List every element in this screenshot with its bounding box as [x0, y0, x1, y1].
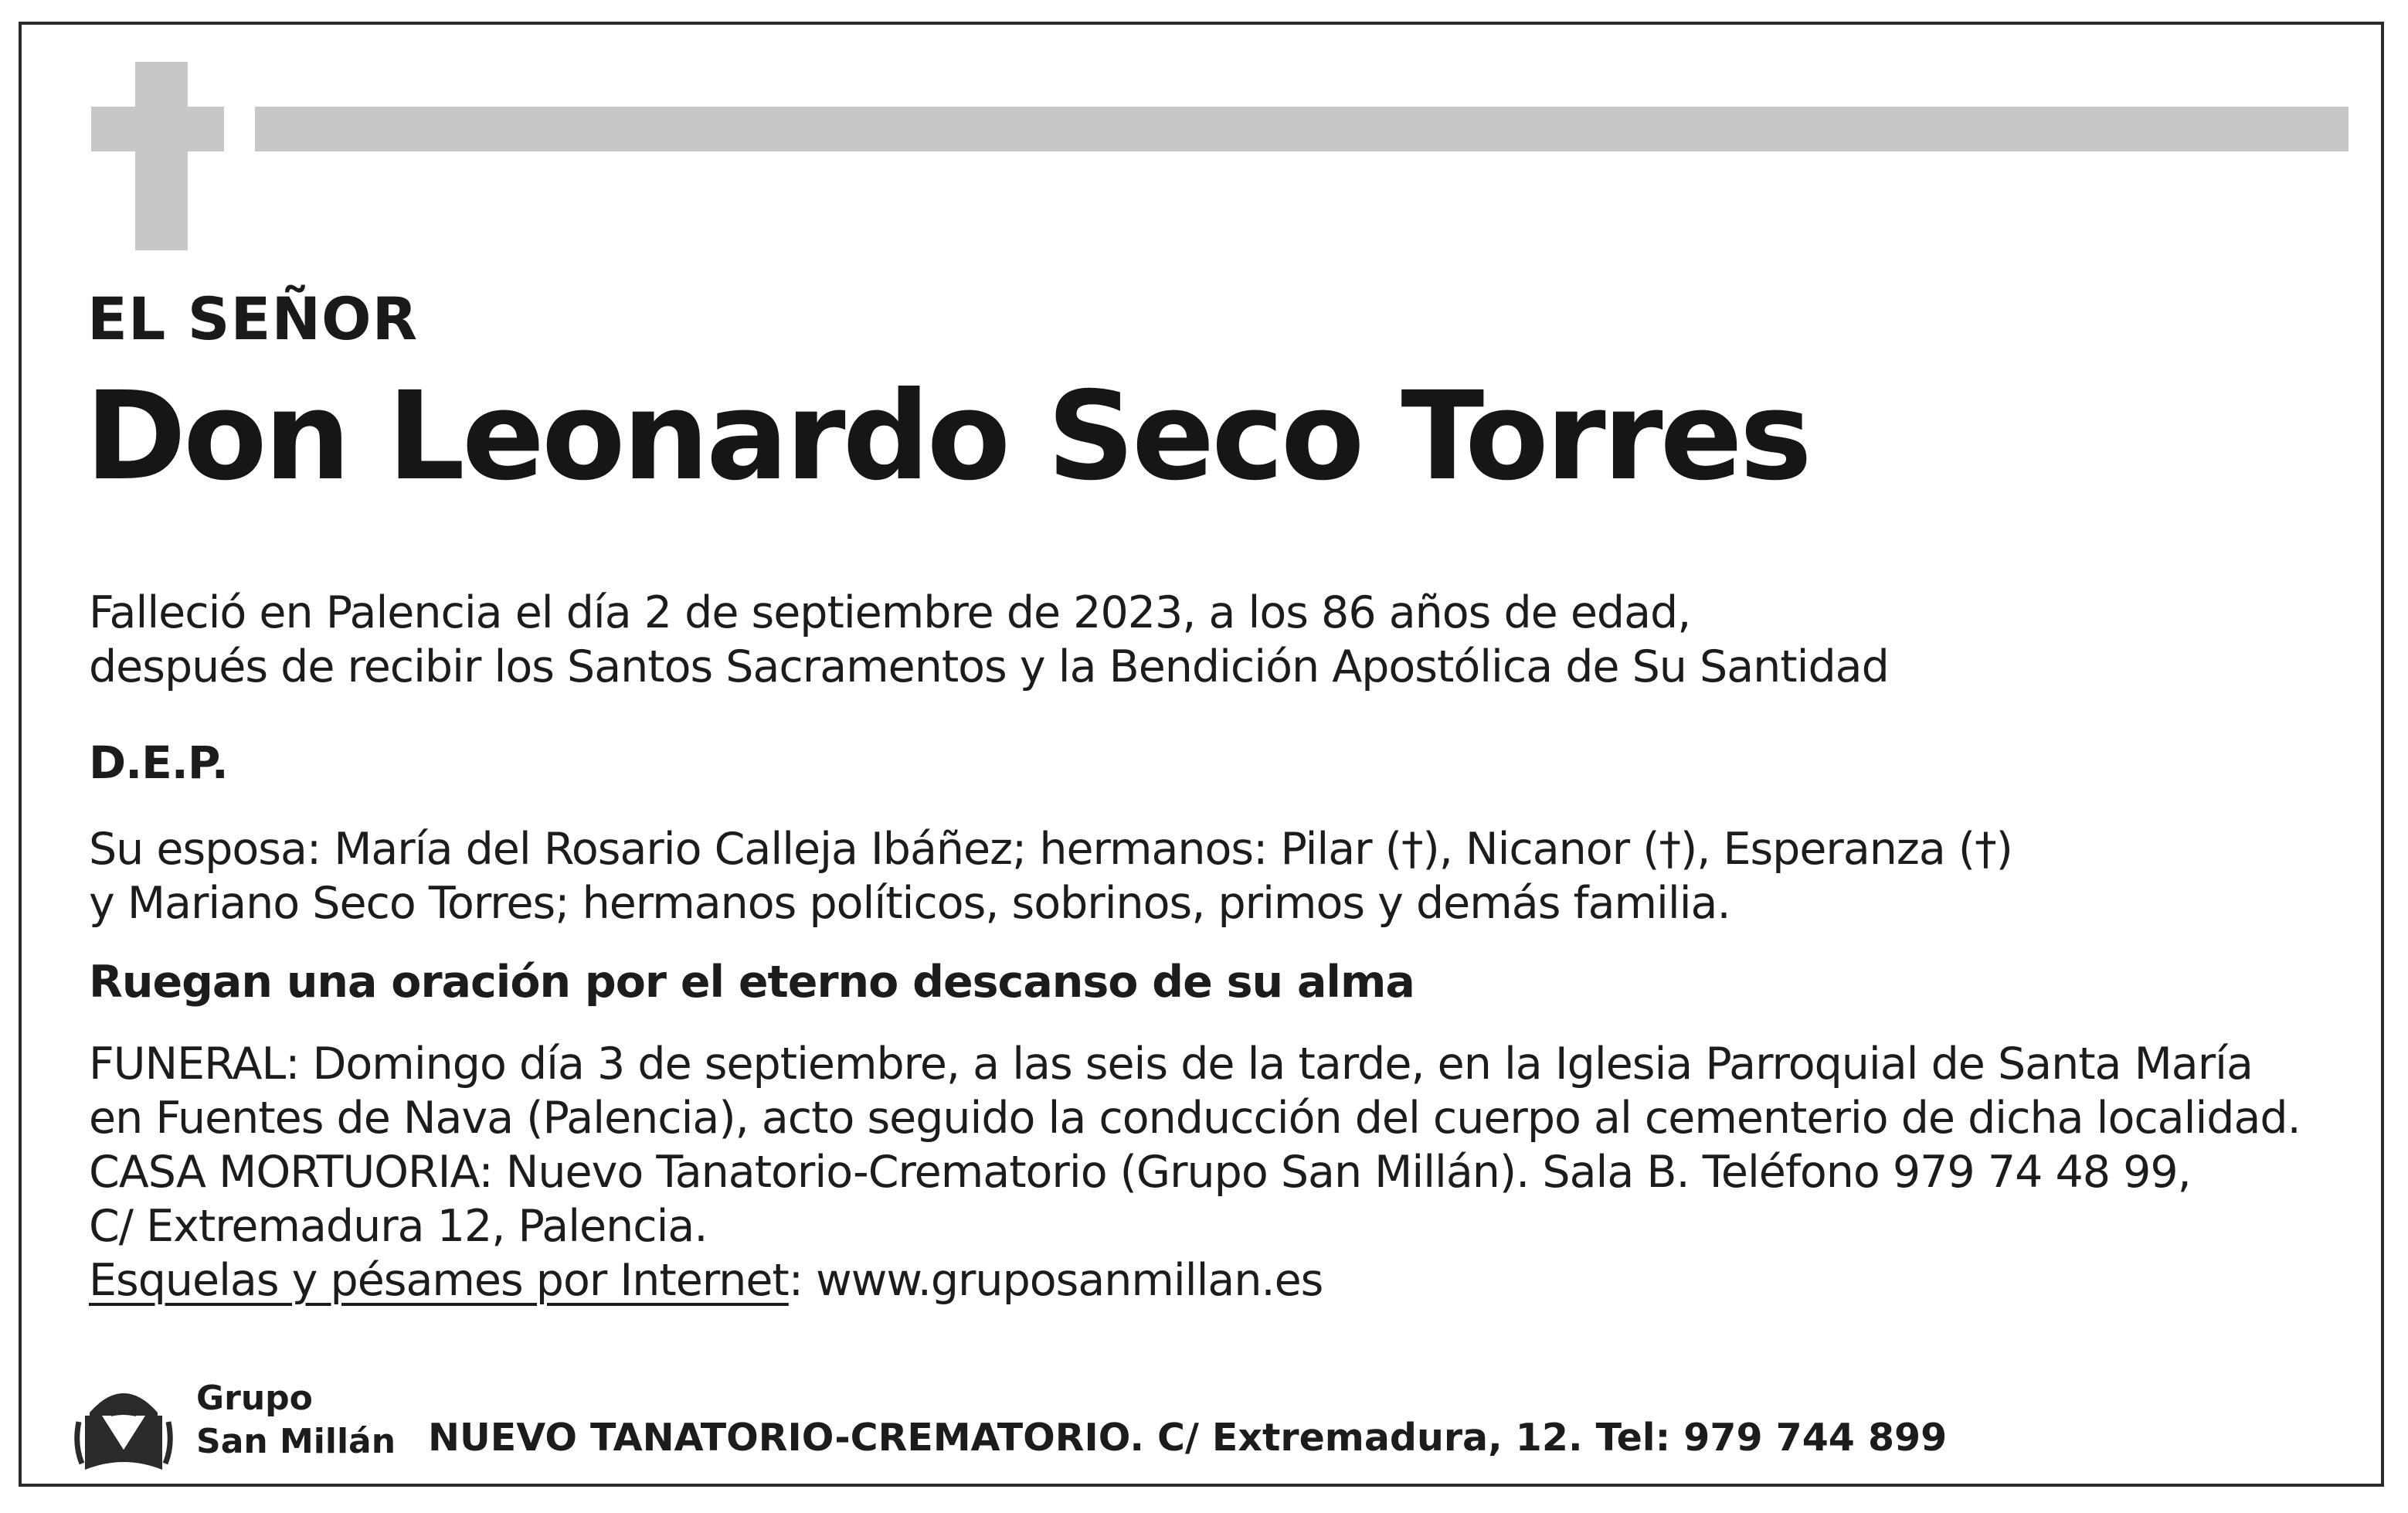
- internet-line: [89, 1253, 1323, 1307]
- funeral-line-2: en Fuentes de Nava (Palencia), acto seguido la conducción del cuerpo al cementerio de dicha localidad.: [89, 1093, 2301, 1144]
- logo-line-2: San Millán: [196, 1422, 396, 1461]
- funeral-line-4: C/ Extremadura 12, Palencia.: [89, 1201, 708, 1252]
- cross-icon-horizontal: [91, 107, 224, 151]
- footer-address: NUEVO TANATORIO-CREMATORIO. C/ Extremadura, 12. Tel: 979 744 899: [428, 1416, 1948, 1460]
- cross-icon-vertical: [135, 62, 188, 250]
- internet-separator: :: [788, 1255, 817, 1306]
- family-line-1: Su esposa: María del Rosario Calleja Ibáñez; hermanos: Pilar (†), Nicanor (†), Esperanza (†): [89, 824, 2012, 875]
- header-rule: [255, 107, 2349, 151]
- deceased-name: Don Leonardo Seco Torres: [85, 366, 1809, 508]
- prayer-request: Ruegan una oración por el eterno descanso de su alma: [89, 957, 1415, 1008]
- funeral-line-1: FUNERAL: Domingo día 3 de septiembre, a las seis de la tarde, en la Iglesia Parroquial de Santa María: [89, 1039, 2253, 1090]
- announcement-line-1: Falleció en Palencia el día 2 de septiembre de 2023, a los 86 años de edad,: [89, 587, 1691, 638]
- san-millan-logo-icon: [74, 1368, 173, 1476]
- logo-wordmark: [196, 1377, 396, 1464]
- title-prefix: EL SEÑOR: [87, 284, 419, 353]
- condolences-link[interactable]: Esquelas y pésames por Internet: [89, 1255, 789, 1306]
- logo-line-1: Grupo: [196, 1379, 313, 1418]
- announcement-line-2: después de recibir los Santos Sacramentos y la Bendición Apostólica de Su Santidad: [89, 641, 1889, 692]
- website-url[interactable]: www.gruposanmillan.es: [816, 1255, 1323, 1306]
- funeral-line-3: CASA MORTUORIA: Nuevo Tanatorio-Crematorio (Grupo San Millán). Sala B. Teléfono 979 74 48 99,: [89, 1147, 2191, 1198]
- dep-label: D.E.P.: [89, 736, 228, 789]
- family-line-2: y Mariano Seco Torres; hermanos políticos, sobrinos, primos y demás familia.: [89, 878, 1730, 929]
